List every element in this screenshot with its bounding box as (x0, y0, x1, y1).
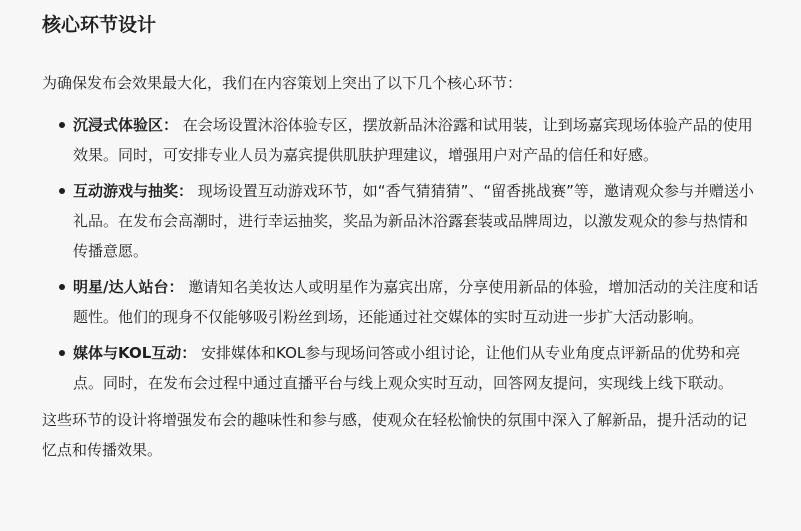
outro-paragraph: 这些环节的设计将增强发布会的趣味性和参与感，使观众在轻松愉快的氛围中深入了解新品，提升活动的记忆点和传播效果。 (42, 411, 748, 459)
list-item-label: 互动游戏与抽奖： (73, 182, 194, 200)
list-item-text: 现场设置互动游戏环节，如“香气猜猜猜”、“留香挑战赛”等，邀请观众参与并赠送小礼品。在发布会高潮时，进行幸运抽奖，奖品为新品沐浴露套装或品牌周边，以激发观众的参与热情和传播意愿。 (73, 182, 754, 260)
list-item-text: 在会场设置沐浴体验专区，摆放新品沐浴露和试用装，让到场嘉宾现场体验产品的使用效果。同时，可安排专业人员为嘉宾提供肌肤护理建议，增强用户对产品的信任和好感。 (73, 116, 753, 164)
core-points-list (42, 110, 761, 398)
bullet-icon (59, 284, 65, 290)
bullet-icon (59, 350, 65, 356)
list-item-text: 安排媒体和KOL参与现场问答或小组讨论，让他们从专业角度点评新品的优势和亮点。同时，在发布会过程中通过直播平台与线上观众实时互动，回答网友提问，实现线上线下联动。 (73, 344, 741, 392)
list-item-celebrity (42, 272, 761, 332)
list-item-games-lottery (42, 176, 761, 266)
intro-paragraph: 为确保发布会效果最大化，我们在内容策划上突出了以下几个核心环节： (42, 74, 523, 92)
bullet-icon (59, 122, 65, 128)
bullet-icon (59, 188, 65, 194)
list-item-media-kol (42, 338, 761, 398)
list-item-immersive-zone (42, 110, 761, 170)
section-heading: 核心环节设计 (42, 14, 157, 36)
list-item-text: 邀请知名美妆达人或明星作为嘉宾出席，分享使用新品的体验，增加活动的关注度和话题性。他们的现身不仅能够吸引粉丝到场，还能通过社交媒体的实时互动进一步扩大活动影响。 (73, 278, 759, 326)
list-item-label: 媒体与KOL互动： (73, 344, 197, 362)
list-item-label: 明星/达人站台： (73, 278, 184, 296)
list-item-label: 沉浸式体验区： (73, 116, 179, 134)
